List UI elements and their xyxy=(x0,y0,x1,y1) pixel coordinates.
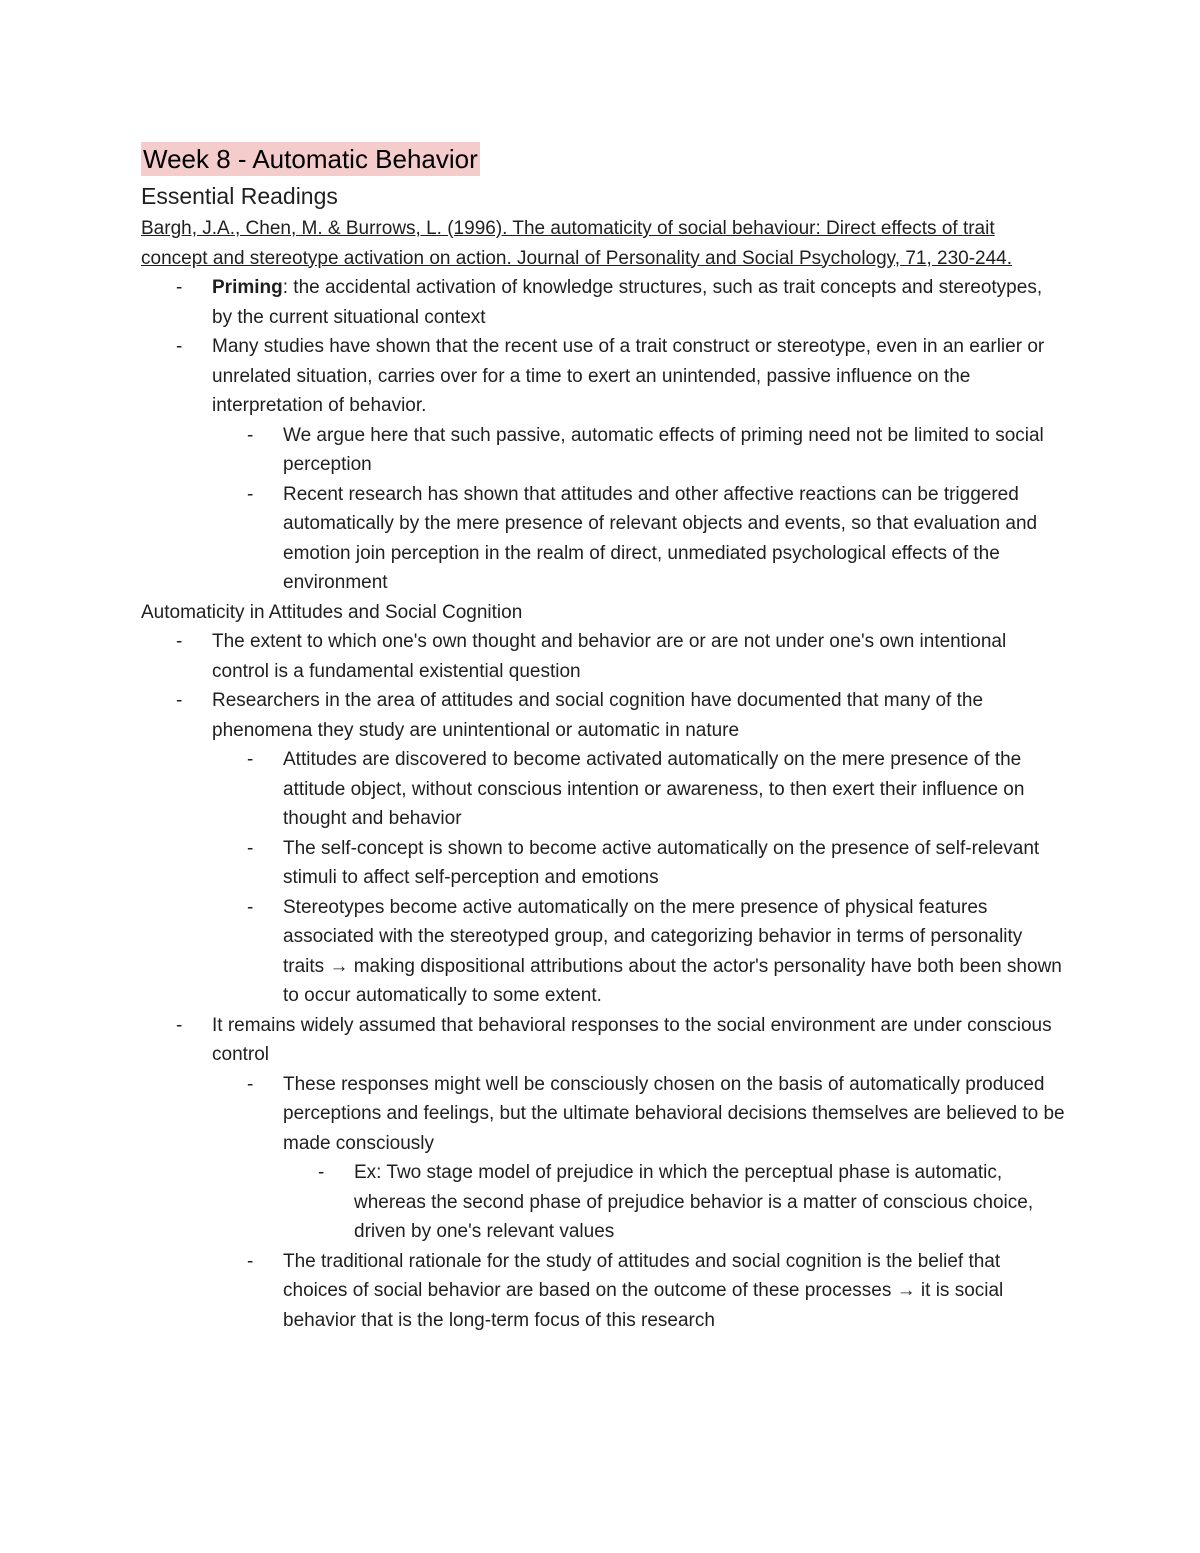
list-item xyxy=(141,1011,1066,1336)
list-item xyxy=(141,686,1066,1011)
list-item xyxy=(212,1247,1066,1336)
sub-sub-list xyxy=(283,1158,1066,1247)
list-item-text: Recent research has shown that attitudes and other affective reactions can be triggered automatically by the mere presence of relevant objects and events, so that evaluation and emotion join perception in the realm of direct, unmediated psychological effects of the environment xyxy=(283,483,1038,593)
list-item-text: Ex: Two stage model of prejudice in which the perceptual phase is automatic, whereas the second phase of prejudice behavior is a matter of conscious choice, driven by one's relevant values xyxy=(354,1162,1034,1242)
list-item-text: The self-concept is shown to become active automatically on the presence of self-relevant stimuli to affect self-perception and emotions xyxy=(283,837,1040,888)
list-item xyxy=(283,1158,1066,1247)
list-item xyxy=(141,332,1066,598)
list-item xyxy=(212,834,1066,893)
reading-notes-list xyxy=(141,273,1066,598)
list-item-text: The traditional rationale for the study of attitudes and social cognition is the belief that choices of social behavior are based on the outcome of these processes → it is social behavior that is the long-term focus of this research xyxy=(283,1250,1004,1331)
document-page xyxy=(141,142,1066,1335)
list-item-text: Attitudes are discovered to become activated automatically on the mere presence of the attitude object, without conscious intention or awareness, to then exert their influence on thought and behavior xyxy=(283,749,1025,829)
sub-list xyxy=(212,745,1066,1011)
title-wrap xyxy=(141,142,1066,180)
list-item xyxy=(212,893,1066,1011)
list-item xyxy=(141,273,1066,332)
term-definition: : the accidental activation of knowledge structures, such as trait concepts and stereotypes, by the current situational context xyxy=(212,277,1043,328)
list-item xyxy=(212,745,1066,834)
list-item-text: We argue here that such passive, automatic effects of priming need not be limited to social perception xyxy=(283,424,1044,475)
list-item xyxy=(212,1070,1066,1247)
list-item-text: These responses might well be consciously chosen on the basis of automatically produced perceptions and feelings, but the ultimate behavioral decisions themselves are believed to be made consciously xyxy=(283,1073,1065,1154)
list-item-text: Researchers in the area of attitudes and social cognition have documented that many of the phenomena they study are unintentional or automatic in nature xyxy=(212,690,984,741)
page-title: Week 8 - Automatic Behavior xyxy=(143,144,478,174)
sub-list xyxy=(212,421,1066,598)
list-item xyxy=(212,421,1066,480)
sub-list xyxy=(212,1070,1066,1336)
term-priming: Priming xyxy=(212,277,283,298)
list-item-text: It remains widely assumed that behavioral responses to the social environment are under conscious control xyxy=(212,1014,1052,1065)
list-item xyxy=(212,480,1066,598)
section-heading: Automaticity in Attitudes and Social Cognition xyxy=(141,601,523,623)
list-item-text: Stereotypes become active automatically on the mere presence of physical features associated with the stereotyped group, and categorizing behavior in terms of personality traits → making dispositional attributions about the actor's personality have both been shown to occur automatically to some extent. xyxy=(283,896,1062,1006)
citation: Bargh, J.A., Chen, M. & Burrows, L. (1996). The automaticity of social behaviour: Direct effects of trait concept and stereotype activation on action. Journal of Personality and Social Psychology, 71, 230-244. xyxy=(141,218,1013,269)
section-subtitle: Essential Readings xyxy=(141,183,338,209)
list-item xyxy=(141,627,1066,686)
automaticity-list xyxy=(141,627,1066,1335)
list-item-text: Many studies have shown that the recent use of a trait construct or stereotype, even in an earlier or unrelated situation, carries over for a time to exert an unintended, passive influence on the interpretation of behavior. xyxy=(212,336,1045,416)
list-item-text: The extent to which one's own thought and behavior are or are not under one's own intentional control is a fundamental existential question xyxy=(212,631,1007,682)
